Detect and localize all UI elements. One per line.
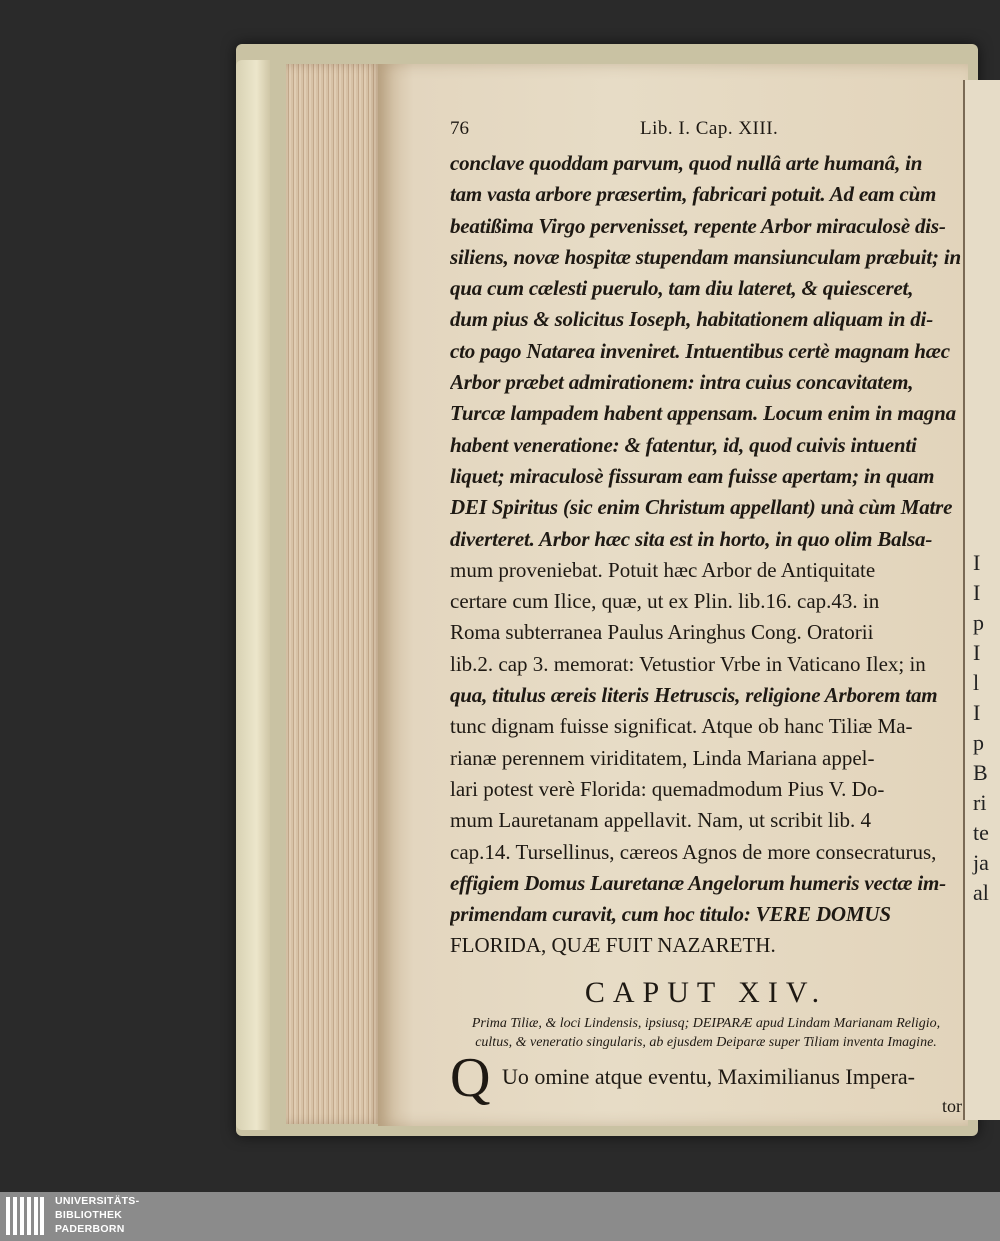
running-head: Lib. I. Cap. XIII. [640,118,779,139]
text-line: certare cum Ilice, quæ, ut ex Plin. lib.16. cap.43. in [450,589,880,614]
chapter-summary: Prima Tiliæ, & loci Lindensis, ipsiusq; DEIPARÆ apud Lindam Marianam Religio, cultus, & veneratio singularis, ab ejusdem Deiparæ super Tiliam inventa Imagine. [471,1015,941,1050]
facing-page-letter: te [973,820,989,845]
facing-page-letter: I [973,640,981,665]
text-line: mum Lauretanam appellavit. Nam, ut scribit lib. 4 [450,808,872,833]
text-line: DEI Spiritus (sic enim Christum appellant) unà cùm Matre [450,495,953,520]
text-line: cap.14. Tursellinus, cæreos Agnos de more consecraturus, [450,839,937,864]
library-name-line3: PADERBORN [55,1223,125,1235]
page-header [450,118,962,148]
facing-page-letter: p [973,610,984,635]
text-line: mum proveniebat. Potuit hæc Arbor de Antiquitate [450,557,876,582]
chapter-heading: CAPUT XIV. [584,975,828,1009]
text-line: Arbor præbet admirationem: intra cuius concavitatem, [450,370,914,395]
library-name [55,1194,139,1236]
text-line: tunc dignam fuisse significat. Atque ob hanc Tiliæ Ma- [450,714,913,739]
page-number: 76 [450,118,469,139]
text-line: cto pago Natarea inveniret. Intuentibus certè magnam hæc [450,338,950,363]
chapter-incipit [450,1046,962,1116]
book-spine [236,60,270,1130]
text-line: effigiem Domus Lauretanæ Angelorum humeris vectæ im- [450,870,946,895]
facing-page-letter: al [973,880,989,905]
catchword: tor [942,1095,962,1116]
facing-page-letter: ri [973,790,987,815]
facing-page-letter: ja [973,850,989,875]
library-name-line2: BIBLIOTHEK [55,1209,123,1221]
text-line: primendam curavit, cum hoc titulo: VERE DOMUS [450,902,891,927]
text-line: diverteret. Arbor hæc sita est in horto, in quo olim Balsa- [450,526,933,551]
incipit-text: Uo omine atque eventu, Maximilianus Impera- [502,1063,915,1089]
text-line: siliens, novæ hospitæ stupendam mansiunculam præbuit; in [450,244,962,269]
text-line: Roma subterranea Paulus Aringhus Cong. Oratorii [450,620,874,645]
facing-page-letter: I [973,580,981,605]
drop-cap: Q [450,1046,491,1109]
text-line: liquet; miraculosè fissuram eam fuisse apertam; in quam [450,463,935,488]
facing-page-letter: l [973,670,980,695]
text-line: qua cum cælesti puerulo, tam diu lateret, & quiesceret, [450,276,914,301]
text-line: conclave quoddam parvum, quod nullâ arte humanâ, in [450,151,923,175]
text-line: qua, titulus æreis literis Hetruscis, religione Arborem tam [450,683,938,708]
text-line: beatißima Virgo pervenisset, repente Arbor miraculosè dis- [450,213,946,238]
text-line: dum pius & solicitus Ioseph, habitationem aliquam in di- [450,307,933,332]
body-lines [450,148,962,962]
facing-page-fragment [963,80,1000,1120]
text-line: Turcæ lampadem habent appensam. Locum enim in magna [450,401,956,426]
facing-page-letter: B [973,760,988,785]
text-line: tam vasta arbore præsertim, fabricari potuit. Ad eam cùm [450,182,937,207]
library-footer [0,1192,1000,1241]
text-line: lari potest verè Florida: quemadmodum Pius V. Do- [450,776,885,801]
facing-page-letter: p [973,730,984,755]
text-line: rianæ perennem viriditatem, Linda Mariana appel- [450,745,875,770]
text-line: lib.2. cap 3. memorat: Vetustior Vrbe in Vaticano Ilex; in [450,651,926,676]
page-text-block [450,118,962,1116]
library-logo-icon [6,1197,44,1235]
text-line: habent veneratione: & fatentur, id, quod cuivis intuenti [450,432,917,457]
text-line: FLORIDA, QUÆ FUIT NAZARETH. [450,933,776,958]
facing-page-letter: I [973,550,981,575]
library-name-line1: UNIVERSITÄTS- [55,1195,140,1207]
page-edges [286,64,382,1124]
facing-page-letter: I [973,700,981,725]
